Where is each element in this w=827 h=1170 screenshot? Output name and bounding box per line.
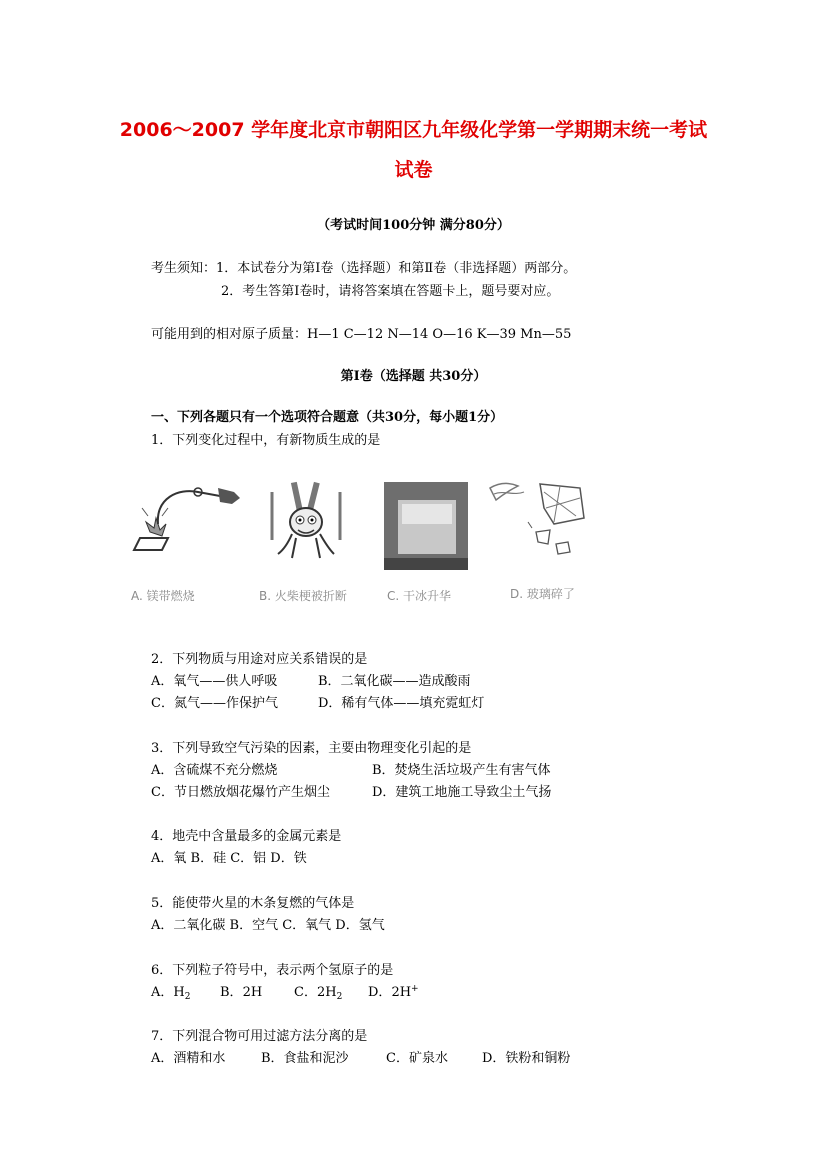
dry-ice-block-icon xyxy=(384,482,468,570)
q7-option-a: A．酒精和水 xyxy=(151,1051,226,1066)
q2-option-b: B．二氧化碳——造成酸雨 xyxy=(318,674,471,689)
section1-title: 一、下列各题只有一个选项符合题意（共30分，每小题1分） xyxy=(151,410,504,425)
q3-option-b: B．焚烧生活垃圾产生有害气体 xyxy=(372,763,551,778)
q2-option-a: A．氧气——供人呼吸 xyxy=(151,674,278,689)
q5-options: A．二氧化碳 B．空气 C．氧气 D．氢气 xyxy=(151,918,385,933)
q3-option-d: D．建筑工地施工导致尘土气扬 xyxy=(372,785,552,800)
q4-options: A．氧 B．硅 C．铝 D．铁 xyxy=(151,851,307,866)
q4-stem: 4．地壳中含量最多的金属元素是 xyxy=(151,829,342,844)
q3-option-a: A．含硫煤不充分燃烧 xyxy=(151,763,278,778)
notice-line1: 考生须知：1．本试卷分为第Ⅰ卷（选择题）和第Ⅱ卷（非选择题）两部分。 xyxy=(151,261,577,276)
q6-option-c: C．$2H_2$ xyxy=(294,985,343,1002)
notice-line2: 2．考生答第Ⅰ卷时，请将答案填在答题卡上，题号要对应。 xyxy=(221,284,560,299)
q6-option-b: B．2H xyxy=(220,985,263,1000)
q3-stem: 3．下列导致空气污染的因素，主要由物理变化引起的是 xyxy=(151,741,472,756)
broken-glass-icon xyxy=(484,478,590,558)
q1-caption-b: B. 火柴梗被折断 xyxy=(259,589,347,603)
q2-option-d: D．稀有气体——填充霓虹灯 xyxy=(318,696,485,711)
q7-stem: 7．下列混合物可用过滤方法分离的是 xyxy=(151,1029,368,1044)
atomic-masses: 可能用到的相对原子质量：H—1 C—12 N—14 O—16 K—39 Mn—55 xyxy=(151,327,572,342)
q7-option-c: C．矿泉水 xyxy=(386,1051,448,1066)
page-title: 2006～2007 学年度北京市朝阳区九年级化学第一学期期末统一考试 xyxy=(119,119,708,141)
q6-stem: 6．下列粒子符号中，表示两个氢原子的是 xyxy=(151,963,394,978)
q2-option-c: C．氮气——作保护气 xyxy=(151,696,278,711)
q1-caption-d: D. 玻璃碎了 xyxy=(510,587,575,601)
q6-option-d: D．2H+ xyxy=(368,984,419,1000)
q3-option-c: C．节日燃放烟花爆竹产生烟尘 xyxy=(151,785,330,800)
q7-option-b: B．食盐和泥沙 xyxy=(261,1051,349,1066)
matchstick-character-icon xyxy=(262,478,352,563)
q6-option-a: A．$H_2$ xyxy=(151,985,191,1002)
q1-caption-c: C. 干冰升华 xyxy=(387,589,452,603)
magnesium-burning-icon xyxy=(128,478,248,558)
part1-title: 第Ⅰ卷（选择题 共30分） xyxy=(340,369,487,384)
q5-stem: 5．能使带火星的木条复燃的气体是 xyxy=(151,896,355,911)
exam-info: （考试时间100分钟 满分80分） xyxy=(317,218,510,233)
q1-stem: 1．下列变化过程中，有新物质生成的是 xyxy=(151,433,381,448)
page-title-line2: 试卷 xyxy=(394,159,433,181)
q7-option-d: D．铁粉和铜粉 xyxy=(482,1051,571,1066)
q2-stem: 2．下列物质与用途对应关系错误的是 xyxy=(151,652,368,667)
q1-caption-a: A. 镁带燃烧 xyxy=(131,589,195,603)
